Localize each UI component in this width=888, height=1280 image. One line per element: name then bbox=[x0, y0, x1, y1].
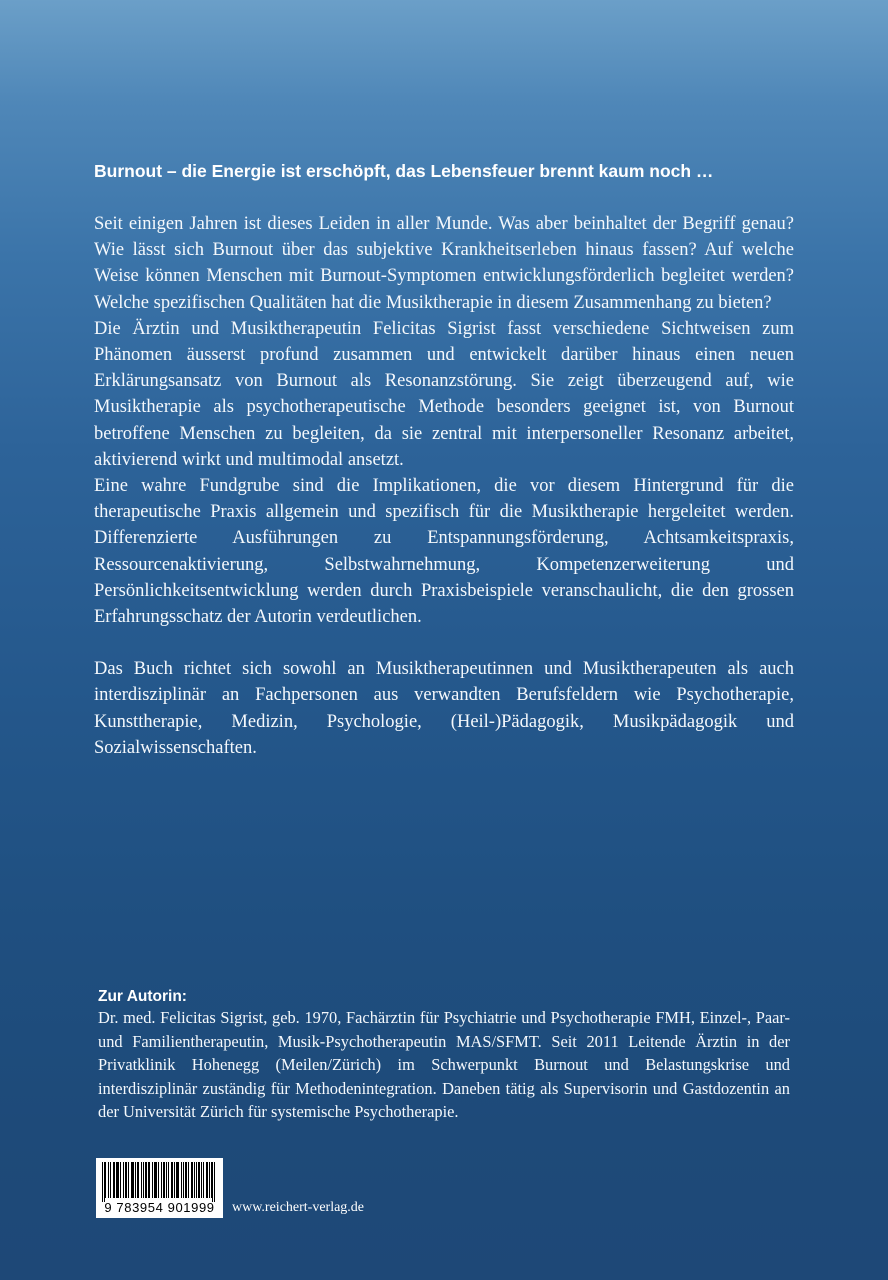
barcode-bar bbox=[131, 1162, 132, 1198]
author-heading: Zur Autorin: bbox=[98, 988, 187, 1005]
barcode-bar bbox=[138, 1162, 139, 1198]
barcode-bar bbox=[198, 1162, 199, 1198]
barcode-bar bbox=[158, 1162, 159, 1198]
barcode-bar bbox=[177, 1162, 178, 1198]
blurb-paragraph-3: Eine wahre Fundgrube sind die Implikationen, die vor diesem Hintergrund für die therapeutische Praxis allgemein und spezifisch für die Musiktherapie hergeleitet werden. Differenzierte Ausführungen zu Entspannungsförderung, Achtsamkeitspraxis, Ressourcenaktivierung, Selbstwahrnehmung, Kompetenzerweiterung und Persönlichkeitsentwicklung werden durch Praxisbeispiele veranschaulicht, die den grossen Erfahrungsschatz der Autorin verdeutlichen. bbox=[94, 476, 794, 628]
barcode-bar bbox=[172, 1162, 173, 1198]
barcode-bar bbox=[199, 1162, 200, 1198]
barcode-bar bbox=[174, 1162, 175, 1198]
barcode-bar bbox=[152, 1162, 153, 1198]
barcode-bar bbox=[120, 1162, 121, 1198]
barcode-bar bbox=[145, 1162, 146, 1198]
barcode-bar bbox=[171, 1162, 172, 1198]
barcode-number: 9 783954 901999 bbox=[104, 1200, 215, 1215]
isbn-barcode bbox=[96, 1158, 223, 1218]
barcode-bar bbox=[132, 1162, 133, 1198]
barcode-bar bbox=[154, 1162, 155, 1198]
headline: Burnout – die Energie ist erschöpft, das Lebensfeuer brennt kaum noch … bbox=[94, 161, 714, 181]
barcode-bar bbox=[141, 1162, 142, 1198]
barcode-bar bbox=[116, 1162, 117, 1198]
barcode-bar bbox=[104, 1162, 105, 1202]
barcode-bar bbox=[143, 1162, 144, 1198]
barcode-bar bbox=[118, 1162, 119, 1198]
barcode-bar bbox=[128, 1162, 129, 1198]
barcode-bar bbox=[188, 1162, 189, 1198]
barcode-bar bbox=[209, 1162, 210, 1198]
barcode-bar bbox=[164, 1162, 165, 1198]
blurb-paragraph-2: Die Ärztin und Musiktherapeutin Felicitas Sigrist fasst verschiedene Sichtweisen zum Phänomen äusserst profund zusammen und entwickelt darüber hinaus einen neuen Erklärungsansatz von Burnout als Resonanzstörung. Sie zeigt überzeugend auf, wie Musiktherapie als psychotherapeutische Methode besonders geeignet ist, von Burnout betroffene Menschen zu begleiten, da sie zentral mit interpersoneller Resonanz arbeitet, aktivierend wirkt und multimodal ansetzt. bbox=[94, 318, 794, 470]
barcode-bar bbox=[102, 1162, 103, 1202]
publisher-website[interactable]: www.reichert-verlag.de bbox=[232, 1200, 365, 1215]
barcode-bar bbox=[183, 1162, 184, 1198]
blurb-paragraph-4: Das Buch richtet sich sowohl an Musiktherapeutinnen und Musiktherapeuten als auch interdisziplinär an Fachpersonen aus verwandten Berufsfeldern wie Psychotherapie, Kunsttherapie, Medizin, Psychologie, (Heil-)Pädagogik, Musikpädagogik und Sozialwissenschaften. bbox=[94, 659, 794, 758]
barcode-bar bbox=[108, 1162, 109, 1198]
barcode-bar bbox=[125, 1162, 126, 1198]
blurb-text bbox=[94, 211, 794, 761]
barcode-bar bbox=[105, 1162, 106, 1198]
barcode-bar bbox=[191, 1162, 192, 1198]
barcode-bar bbox=[176, 1162, 177, 1198]
author-bio: Dr. med. Felicitas Sigrist, geb. 1970, Fachärztin für Psychiatrie und Psychotherapie FMH, Einzel-, Paar- und Familientherapeutin, Musik-Psychotherapeutin MAS/SFMT. Seit 2011 Leitende Ärztin in der Privatklinik Hohenegg (Meilen/Zürich) im Schwerpunkt Burnout und Belastungskrise und interdisziplinär zuständig für Methodenintegration. Daneben tätig als Supervisorin und Gastdozentin an der Universität Zürich für systemische Psychotherapie. bbox=[98, 1008, 790, 1122]
barcode-bar bbox=[178, 1162, 179, 1198]
barcode-bar bbox=[113, 1162, 114, 1198]
barcode-bar bbox=[211, 1162, 212, 1198]
barcode-bar bbox=[212, 1162, 213, 1202]
barcode-bar bbox=[126, 1162, 127, 1198]
barcode-bar bbox=[203, 1162, 204, 1198]
barcode-bar bbox=[207, 1162, 208, 1198]
barcode-bar bbox=[166, 1162, 167, 1198]
barcode-bar bbox=[192, 1162, 193, 1198]
barcode-bar bbox=[155, 1162, 156, 1198]
barcode-bar bbox=[163, 1162, 164, 1198]
barcode-bar bbox=[194, 1162, 195, 1198]
barcode-bar bbox=[156, 1162, 157, 1198]
barcode-bar bbox=[181, 1162, 182, 1198]
barcode-bar bbox=[186, 1162, 187, 1198]
barcode-bar bbox=[110, 1162, 111, 1198]
barcode-bar bbox=[137, 1162, 138, 1198]
barcode-bar bbox=[149, 1162, 150, 1198]
barcode-bar bbox=[168, 1162, 169, 1198]
barcode-bar bbox=[148, 1162, 149, 1198]
barcode-bars bbox=[96, 1158, 223, 1202]
barcode-bar bbox=[135, 1162, 136, 1198]
barcode-bar bbox=[185, 1162, 186, 1198]
barcode-bar bbox=[123, 1162, 124, 1198]
barcode-bar bbox=[161, 1162, 162, 1198]
blurb-paragraph-1: Seit einigen Jahren ist dieses Leiden in aller Munde. Was aber beinhaltet der Begriff genau? Wie lässt sich Burnout über das subjektive Krankheitserleben hinaus fassen? Auf welche Weise können Menschen mit Burnout-Symptomen entwicklungsförderlich begleitet werden? Welche spezifischen Qualitäten hat die Musiktherapie in diesem Zusammenhang zu bieten? bbox=[94, 214, 794, 313]
barcode-bar bbox=[206, 1162, 207, 1198]
barcode-bar bbox=[214, 1162, 215, 1202]
barcode-bar bbox=[117, 1162, 118, 1198]
barcode-bar bbox=[146, 1162, 147, 1198]
barcode-bar bbox=[196, 1162, 197, 1198]
barcode-bar bbox=[133, 1162, 134, 1198]
barcode-bar bbox=[201, 1162, 202, 1198]
barcode-bar bbox=[114, 1162, 115, 1198]
